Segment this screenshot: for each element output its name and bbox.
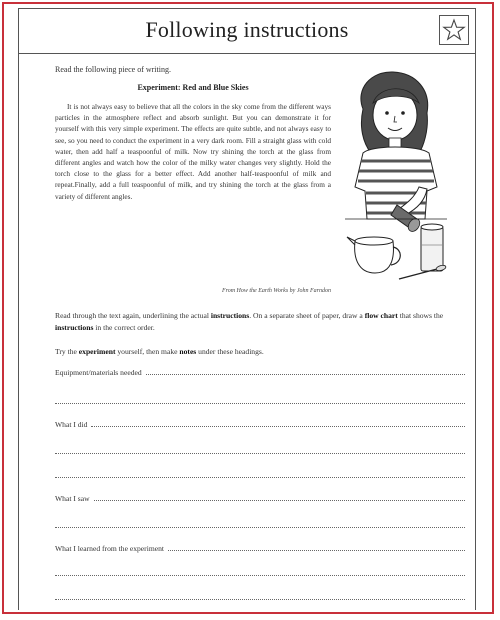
star-badge [439,15,469,45]
writing-line[interactable] [55,527,465,528]
page-title: Following instructions [145,17,349,42]
source-citation: From How the Earth Works by John Farndon [221,288,331,294]
what-i-did-heading-line[interactable] [55,419,465,429]
equipment-heading-line[interactable] [55,367,465,377]
star-icon [442,18,466,42]
worksheet [18,8,476,610]
what-i-saw-heading-line[interactable] [55,493,465,503]
writing-line[interactable] [55,477,465,478]
equipment-heading: Equipment/materials needed [55,368,142,377]
task-experiment-notes: Try the experiment yourself, then make notes under these headings. [55,347,264,356]
experiment-title: Experiment: Red and Blue Skies [137,83,249,92]
task-instructions-flowchart: Read through the text again, underlining the actual instructions. On a separate sheet of paper, draw a flow chart that shows the instructions in the correct order. [55,311,444,332]
writing-line[interactable] [55,453,465,454]
what-i-learned-heading: What I learned from the experiment [55,544,165,553]
writing-line[interactable] [55,599,465,600]
writing-line[interactable] [55,575,465,576]
writing-line[interactable] [55,403,465,404]
what-i-did-heading: What I did [55,420,88,429]
intro-text: Read the following piece of writing. [55,65,171,74]
what-i-learned-heading-line[interactable] [55,543,465,553]
what-i-saw-heading: What I saw [55,494,90,503]
passage-text: It is not always easy to believe that all the colors in the sky come from the different ways particles in the atmosphere reflect and absorb sunlight. But you can demonstrate it for yourself with this very simple experiment. The effects are quite subtle, and not always easy to see, so you need to conduct the experiment in a very dark room. Fill a straight glass with cold water, then add half a teaspoonful of milk. Now try shining the torch at the glass from different angles and watch how the color of the milky water changes very slightly. Hold the torch close to the glass for a better effect. Add another half-teaspoonful of milk and repeat.Finally, add a full teaspoonful of milk, and try shining the torch at the glass from a variety of different angles. [55,102,331,201]
title-divider [19,53,475,54]
girl-with-torch-and-glass-illustration [341,69,451,289]
